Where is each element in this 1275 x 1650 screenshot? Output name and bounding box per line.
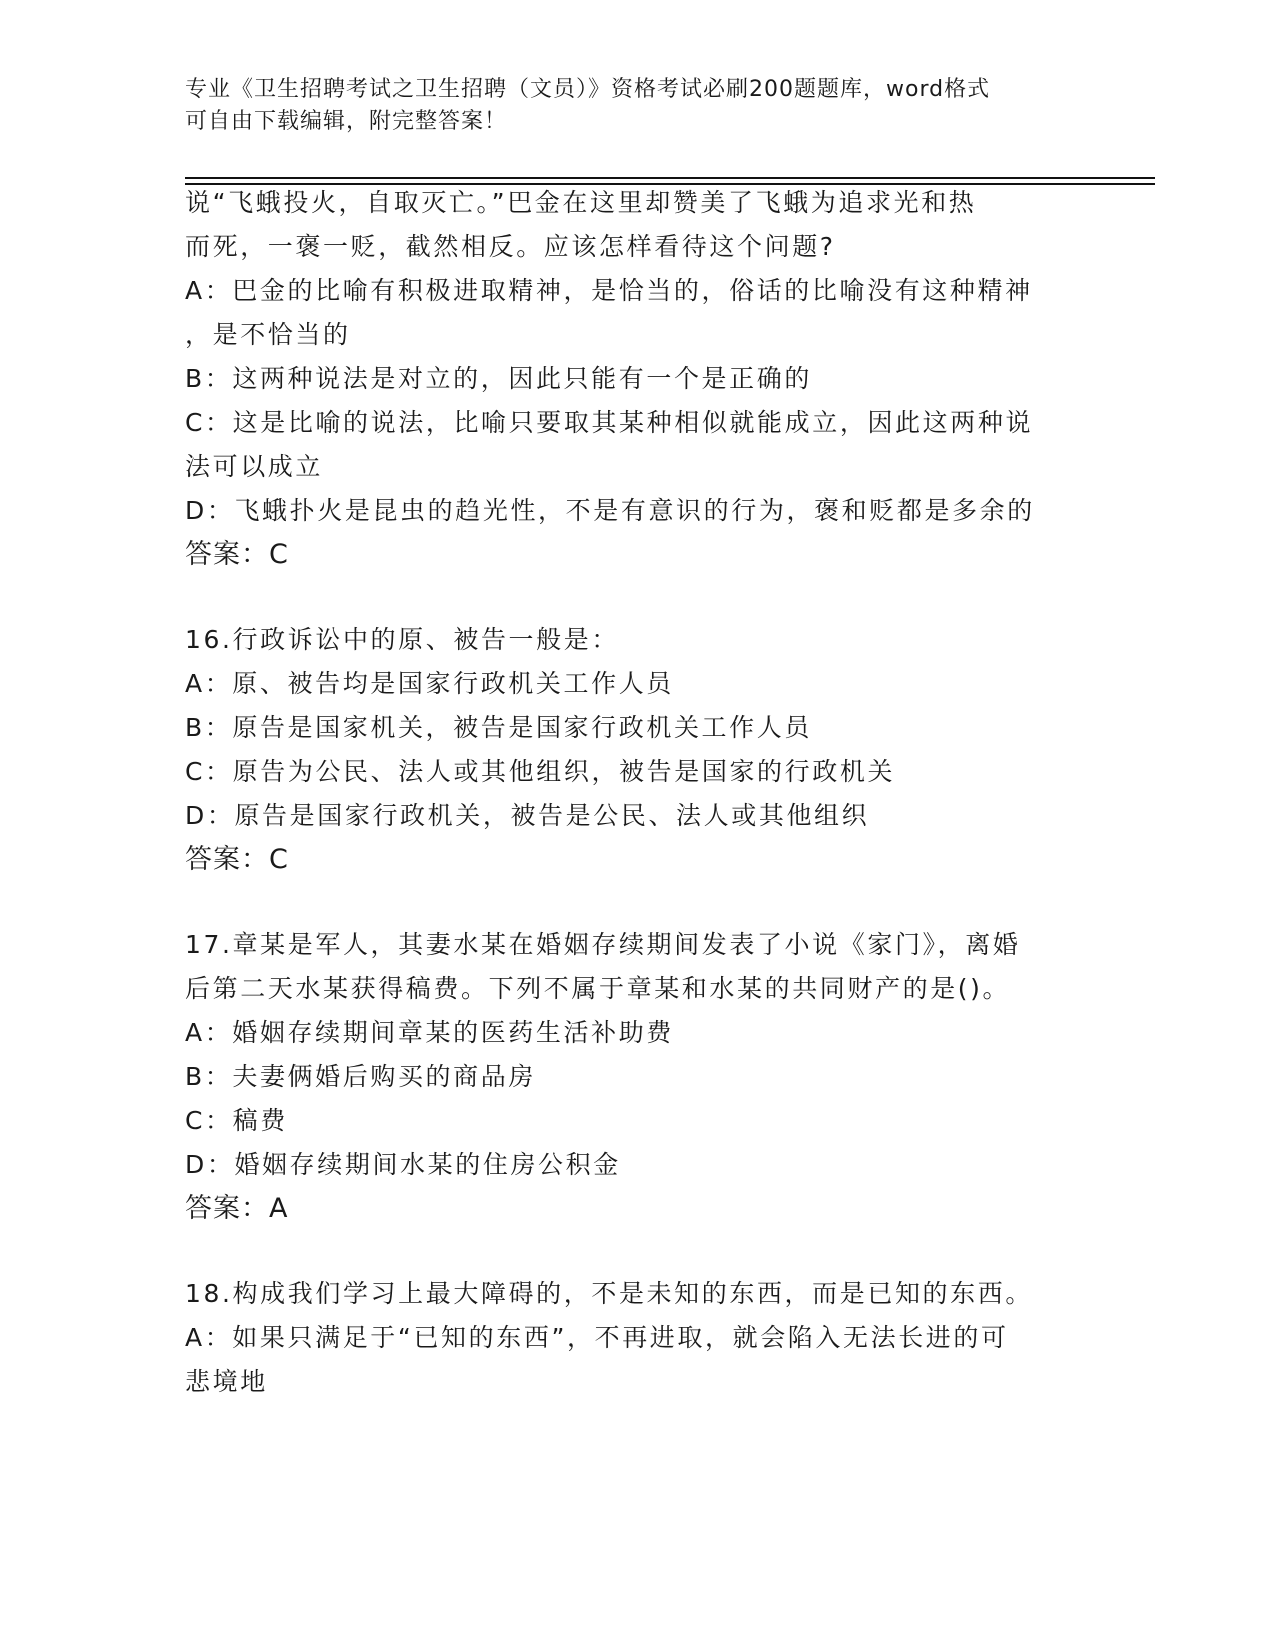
q17-text-line-1: 17.章某是军人，其妻水某在婚姻存续期间发表了小说《家门》，离婚 [185,930,1021,959]
q15-option-c-line-1: C：这是比喻的说法，比喻只要取其某种相似就能成立，因此这两种说 [185,408,1034,437]
q15-text-line-1: 说“飞蛾投火，自取灭亡。”巴金在这里却赞美了飞蛾为追求光和热 [185,188,977,217]
q16-option-d: D：原告是国家行政机关，被告是公民、法人或其他组织 [185,801,870,830]
q15-answer: 答案：C [185,539,289,570]
header-title-line-2: 可自由下载编辑，附完整答案！ [185,109,508,134]
q15-text-line-2: 而死，一褒一贬，截然相反。应该怎样看待这个问题? [185,232,836,261]
q16-option-a: A：原、被告均是国家行政机关工作人员 [185,669,674,698]
q18-option-a-line-2: 悲境地 [185,1367,268,1396]
q17-option-a: A：婚姻存续期间章某的医药生活补助费 [185,1018,674,1047]
q16-answer: 答案：C [185,844,289,875]
q15-option-b: B：这两种说法是对立的，因此只能有一个是正确的 [185,364,812,393]
q16-option-c: C：原告为公民、法人或其他组织，被告是国家的行政机关 [185,757,896,786]
q18-option-a-line-1: A：如果只满足于“已知的东西”，不再进取，就会陷入无法长进的可 [185,1323,1009,1352]
q17-answer: 答案：A [185,1193,289,1224]
q15-option-c-line-2: 法可以成立 [185,452,324,481]
header-divider-thick [185,177,1155,179]
q17-text-line-2: 后第二天水某获得稿费。下列不属于章某和水某的共同财产的是()。 [185,974,1011,1003]
header-divider-thin [185,183,1155,185]
q18-text: 18.构成我们学习上最大障碍的，不是未知的东西，而是已知的东西。 [185,1279,1033,1308]
q17-option-c: C：稿费 [185,1106,288,1135]
q15-option-d: D：飞蛾扑火是昆虫的趋光性，不是有意识的行为，褒和贬都是多余的 [185,496,1035,525]
q17-option-b: B：夫妻俩婚后购买的商品房 [185,1062,536,1091]
document-header [185,74,1085,138]
q16-option-b: B：原告是国家机关，被告是国家行政机关工作人员 [185,713,812,742]
q17-option-d: D：婚姻存续期间水某的住房公积金 [185,1150,621,1179]
q15-option-a-line-1: A：巴金的比喻有积极进取精神，是恰当的，俗话的比喻没有这种精神 [185,276,1033,305]
q15-option-a-line-2: ，是不恰当的 [185,320,351,349]
header-title-line-1: 专业《卫生招聘考试之卫生招聘（文员）》资格考试必刷200题题库，word格式 [185,77,991,102]
q16-text: 16.行政诉讼中的原、被告一般是： [185,625,619,654]
